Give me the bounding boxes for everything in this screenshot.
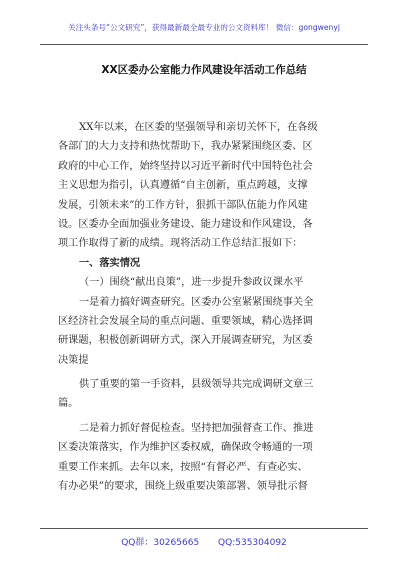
footer-qq-contact: QQ:535304092 — [218, 538, 287, 548]
paragraph-line: 政府的中心工作，始终坚持以习近平新时代中国特色社会 — [58, 160, 313, 172]
document-body — [58, 118, 358, 496]
paragraph-line: 二是着力抓好督促检查。坚持把加强督查工作、推进 — [79, 422, 314, 434]
paragraph-line: 一是着力搞好调查研究。区委办公室紧紧围绕事关全 — [79, 296, 314, 308]
paragraph-line: 设。区委办全面加强业务建设、能力建设和作风建设，各 — [58, 218, 313, 230]
footer — [0, 535, 408, 548]
paragraph-line: 发展，引领未来”的工作方针，狠抓干部队伍能力作风建 — [58, 199, 308, 211]
header-divider — [40, 44, 368, 45]
paragraph-line: 供了重要的第一手资料，县级领导共完成调研文章三 — [79, 379, 314, 391]
footer-qq-group: QQ群：30265665 — [121, 538, 200, 548]
header-banner: 关注头条号“公文研究”，获得最新最全最专业的公文资料库！ 微信：gongwenyj — [68, 23, 340, 32]
paragraph-line: 有办必果”的要求，围绕上级重要决策部署、领导批示督 — [58, 481, 308, 493]
document-title: XX区委办公室能力作风建设年活动工作总结 — [101, 64, 307, 76]
subsection-heading: （一）围绕“献出良策”，进一步提升参政议课水平 — [79, 277, 304, 289]
section-heading: 一、落实情况 — [79, 256, 141, 269]
paragraph-line: 篇。 — [58, 398, 79, 410]
footer-divider — [40, 528, 368, 529]
paragraph-line: 区经济社会发展全局的重点问题、重要领域，精心选择调 — [58, 315, 313, 327]
paragraph-line: 研课题，积极创新调研方式，深入开展调查研究，为区委 — [58, 335, 313, 347]
paragraph-line: XX年以来，在区委的坚强领导和亲切关怀下，在各级 — [79, 122, 318, 133]
paragraph-line: 项工作取得了新的成绩。现将活动工作总结汇报如下： — [58, 238, 303, 250]
paragraph-line: 重要工作来抓。去年以来，按照“有督必严、有查必实、 — [58, 461, 308, 473]
paragraph-line: 决策提 — [58, 354, 89, 366]
paragraph-line: 各部门的大力支持和热忱帮助下，我办紧紧围绕区委、区 — [58, 141, 313, 153]
paragraph-line: 主义思想为指引，认真遵循“自主创新，重点跨越，支撑 — [58, 180, 308, 192]
paragraph-line: 区委决策落实，作为维护区委权威，确保政令畅通的一项 — [58, 442, 313, 454]
